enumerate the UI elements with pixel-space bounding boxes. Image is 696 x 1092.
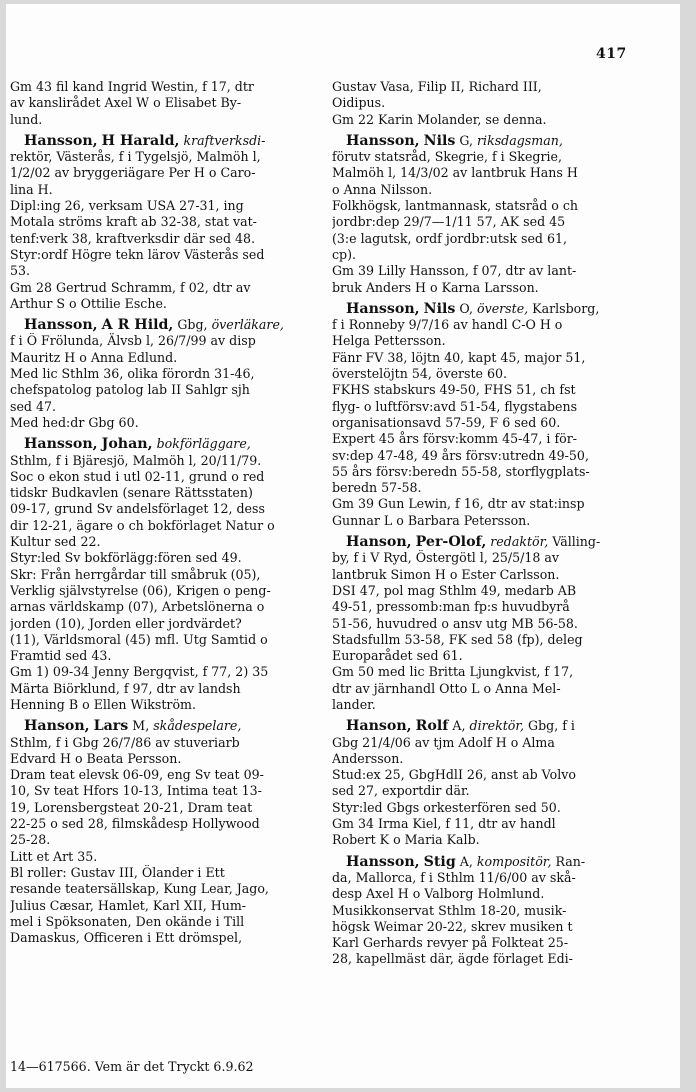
entry-text-line: desp Axel H o Valborg Holmlund. [332,886,545,902]
entry-text-line: Skr: Från herrgårdar till småbruk (05), [10,566,261,582]
entry-text-line: lund. [10,111,43,127]
location: Karlsborg, [532,300,600,316]
entry-text-line: chefspatolog patolog lab II Sahlgr sjh [10,382,250,398]
entry-text-line: Gm 1) 09-34 Jenny Bergqvist, f 77, 2) 35 [10,664,269,680]
entry-text-line: lina H. [10,181,53,197]
occupation: bokförläggare, [156,436,251,452]
entry-text-line: Gbg 21/4/06 av tjm Adolf H o Alma [332,734,555,750]
entry-text-line: Motala ströms kraft ab 32-38, stat vat- [10,214,257,230]
surname: Hanson, [24,718,90,735]
entry-text-line: Gustav Vasa, Filip II, Richard III, [332,79,542,94]
entry-text-line: Litt et Art 35. [10,848,98,864]
surname: Hanson, [346,718,412,735]
entry-text-line: 55 års försv:beredn 55-58, storflygplats- [332,463,590,479]
entry-heading [10,133,312,149]
entry-text-line: Gm 22 Karin Molander, se denna. [332,111,547,127]
biography-entry [10,317,312,431]
occupation: riksdagsman, [477,132,563,148]
entry-text-line: 51-56, huvudred o ansv utg MB 56-58. [332,615,578,631]
entry-text-line: Karl Gerhards revyer på Folkteat 25- [332,935,569,951]
entry-text-line: Sthlm, f i Gbg 26/7/86 av stuveriarb [10,734,240,750]
entry-text-line: Henning B o Ellen Wikström. [10,696,196,712]
entry-text-line: cp). [332,246,357,262]
location: Ran- [555,853,586,869]
entry-text-line: rektör, Västerås, f i Tygelsjö, Malmöh l, [10,149,261,165]
entry-text-line: resande teatersällskap, Kung Lear, Jago, [10,881,269,897]
biography-entry [10,436,312,713]
entry-text-line: av kanslirådet Axel W o Elisabet By- [10,95,242,111]
entry-text-line: Soc o ekon stud i utl 02-11, grund o red [10,468,265,484]
biography-entry [10,133,312,312]
entry-text-line: Malmöh l, 14/3/02 av lantbruk Hans H [332,165,578,181]
biography-entry [332,79,634,128]
biography-entry [332,534,634,713]
entry-heading [10,317,312,333]
entry-text-line: dtr av järnhandl Otto L o Anna Mel- [332,680,561,696]
entry-heading [332,718,634,734]
entry-text-line: by, f i V Ryd, Östergötl l, 25/5/18 av [332,550,560,566]
entry-text-line: 10, Sv teat Hfors 10-13, Intima teat 13- [10,783,262,799]
entry-text-line: Helga Pettersson. [332,333,446,349]
entry-text-line: Med hed:dr Gbg 60. [10,414,139,430]
entry-text-line: Stud:ex 25, GbgHdlI 26, anst ab Volvo [332,767,576,783]
occupation: redaktör, [490,534,549,550]
entry-text-line: Styr:ordf Högre tekn lärov Västerås sed [10,246,265,262]
entry-text-line: lander. [332,696,376,712]
entry-text-line: Oidipus. [332,95,386,111]
entry-text-line: Fänr FV 38, löjtn 40, kapt 45, major 51, [332,349,586,365]
entry-text-line: Musikkonservat Sthlm 18-20, musik- [332,902,567,918]
given-name: Nils [423,300,456,317]
occupation: kompositör, [476,853,552,869]
entry-text-line: flyg- o luftförsv:avd 51-54, flygstabens [332,398,578,414]
entry-text-line: FKHS stabskurs 49-50, FHS 51, ch fst [332,382,576,398]
entry-text-line: Gm 39 Lilly Hansson, f 07, dtr av lant- [332,263,577,279]
entry-heading [10,436,312,452]
location: Gbg, f i [528,718,575,734]
occupation: överläkare, [211,317,284,333]
entry-text-line: Mauritz H o Anna Edlund. [10,349,178,365]
biography-entry [10,79,312,128]
biography-entry [332,718,634,848]
entry-text-line: lantbruk Simon H o Ester Carlsson. [332,566,560,582]
initial: Gbg, [177,317,208,333]
entry-text-line: 53. [10,263,31,279]
entry-text-line: Damaskus, Officeren i Ett drömspel, [10,930,243,946]
entry-text-line: Märta Biörklund, f 97, dtr av landsh [10,680,241,696]
entry-text-line: Gm 50 med lic Britta Ljungkvist, f 17, [332,664,574,680]
initial: O, [459,300,473,316]
given-name: Rolf [415,718,449,735]
entry-text-line: 22-25 o sed 28, filmskådesp Hollywood [10,816,260,832]
entry-text-line: Framtid sed 43. [10,648,112,664]
entry-text-line: da, Mallorca, f i Sthlm 11/6/00 av skå- [332,869,576,885]
entry-text-line: 09-17, grund Sv andelsförlaget 12, dess [10,501,265,517]
biography-entry [332,854,634,968]
biography-entry [10,718,312,946]
given-name: Stig [423,853,456,870]
biography-entry [332,133,634,296]
entry-text-line: Arthur S o Ottilie Esche. [10,295,167,311]
entry-text-line: DSI 47, pol mag Sthlm 49, medarb AB [332,582,577,598]
entry-text-line: tenf:verk 38, kraftverksdir där sed 48. [10,230,256,246]
entry-text-line: Andersson. [332,750,404,766]
initial: A, [452,718,466,734]
entry-heading [332,534,634,550]
occupation: skådespelare, [153,718,242,734]
entry-text-line: sv:dep 47-48, 49 års försv:utredn 49-50, [332,447,589,463]
surname: Hansson, [24,436,98,453]
entry-text-line: (11), Världsmoral (45) mfl. Utg Samtid o [10,631,268,647]
entry-text-line: 19, Lorensbergsteat 20-21, Dram teat [10,799,253,815]
entry-text-line: Styr:led Sv bokförlägg:fören sed 49. [10,550,242,566]
given-name: Per-Olof, [415,534,487,551]
entry-text-line: (3:e lagutsk, ordf jordbr:utsk sed 61, [332,230,567,246]
entry-text-line: jordbr:dep 29/7—1/11 57, AK sed 45 [332,214,566,230]
entry-text-line: överstelöjtn 54, överste 60. [332,366,508,382]
biography-entry [332,301,634,529]
page-number: 417 [596,46,627,62]
entry-text-line: o Anna Nilsson. [332,181,433,197]
entry-text-line: Edvard H o Beata Persson. [10,750,182,766]
right-column [332,79,634,968]
entry-text-line: tidskr Budkavlen (senare Rättsstaten) [10,485,253,501]
book-page [6,4,680,1088]
entry-text-line: jorden (10), Jorden eller jordvärdet? [10,615,242,631]
entry-text-line: Gm 43 fil kand Ingrid Westin, f 17, dtr [10,79,254,94]
entry-text-line: mel i Spöksonaten, Den okände i Till [10,913,245,929]
entry-heading [332,854,634,870]
surname: Hansson, [24,132,98,149]
entry-text-line: Stadsfullm 53-58, FK sed 58 (fp), deleg [332,631,583,647]
entry-text-line: Gunnar L o Barbara Petersson. [332,512,531,528]
entry-text-line: Dram teat elevsk 06-09, eng Sv teat 09- [10,767,264,783]
entry-text-line: förutv statsråd, Skegrie, f i Skegrie, [332,149,562,165]
entry-heading [332,301,634,317]
surname: Hanson, [346,534,412,551]
print-footer: 14—617566. Vem är det Tryckt 6.9.62 [10,1059,254,1074]
entry-text-line: Gm 28 Gertrud Schramm, f 02, dtr av [10,279,251,295]
initial: G, [459,132,474,148]
initial: M, [132,718,150,734]
surname: Hansson, [346,300,420,317]
given-name: H Harald, [101,132,180,149]
given-name: Nils [423,132,456,149]
entry-text-line: Gm 34 Irma Kiel, f 11, dtr av handl [332,816,556,832]
entry-heading [332,133,634,149]
entry-text-line: sed 47. [10,398,57,414]
entry-text-line: Folkhögsk, lantmannask, statsråd o ch [332,198,579,214]
location: Välling- [552,534,601,550]
entry-text-line: arnas världskamp (07), Arbetslönerna o [10,599,265,615]
entry-text-line: Styr:led Gbgs orkesterfören sed 50. [332,799,561,815]
occupation: kraftverksdi- [183,132,266,148]
entry-text-line: Gm 39 Gun Lewin, f 16, dtr av stat:insp [332,496,585,512]
entry-text-line: Julius Cæsar, Hamlet, Karl XII, Hum- [10,897,247,913]
entry-text-line: f i Ronneby 9/7/16 av handl C-O H o [332,317,563,333]
entry-text-line: organisationsavd 57-59, F 6 sed 60. [332,414,561,430]
surname: Hansson, [24,317,98,334]
entry-text-line: Verklig självstyrelse (06), Krigen o peng- [10,582,271,598]
entry-text-line: högsk Weimar 20-22, skrev musiken t [332,918,573,934]
entry-text-line: Sthlm, f i Bjäresjö, Malmöh l, 20/11/79. [10,452,262,468]
left-column [10,79,312,946]
entry-text-line: bruk Anders H o Karna Larsson. [332,279,539,295]
entry-text-line: 49-51, pressomb:man fp:s huvudbyrå [332,599,570,615]
entry-text-line: 1/2/02 av bryggeriägare Per H o Caro- [10,165,256,181]
occupation: direktör, [469,718,525,734]
entry-text-line: Europarådet sed 61. [332,648,463,664]
initial: A, [459,853,473,869]
entry-text-line: f i Ö Frölunda, Älvsb l, 26/7/99 av disp [10,333,256,349]
surname: Hansson, [346,132,420,149]
entry-text-line: Kultur sed 22. [10,534,101,550]
entry-text-line: Med lic Sthlm 36, olika förordn 31-46, [10,366,255,382]
occupation: överste, [477,300,529,316]
surname: Hansson, [346,853,420,870]
entry-heading [10,718,312,734]
entry-text-line: Expert 45 års försv:komm 45-47, i för- [332,431,577,447]
given-name: Johan, [101,436,153,453]
given-name: Lars [93,718,129,735]
given-name: A R Hild, [101,317,174,334]
entry-text-line: Bl roller: Gustav III, Ölander i Ett [10,864,225,880]
entry-text-line: Dipl:ing 26, verksam USA 27-31, ing [10,198,244,214]
entry-text-line: Robert K o Maria Kalb. [332,832,480,848]
entry-text-line: 28, kapellmäst där, ägde förlaget Edi- [332,951,573,967]
entry-text-line: sed 27, exportdir där. [332,783,470,799]
entry-text-line: 25-28. [10,832,51,848]
entry-text-line: beredn 57-58. [332,480,422,496]
entry-text-line: dir 12-21, ägare o ch bokförlaget Natur o [10,517,275,533]
